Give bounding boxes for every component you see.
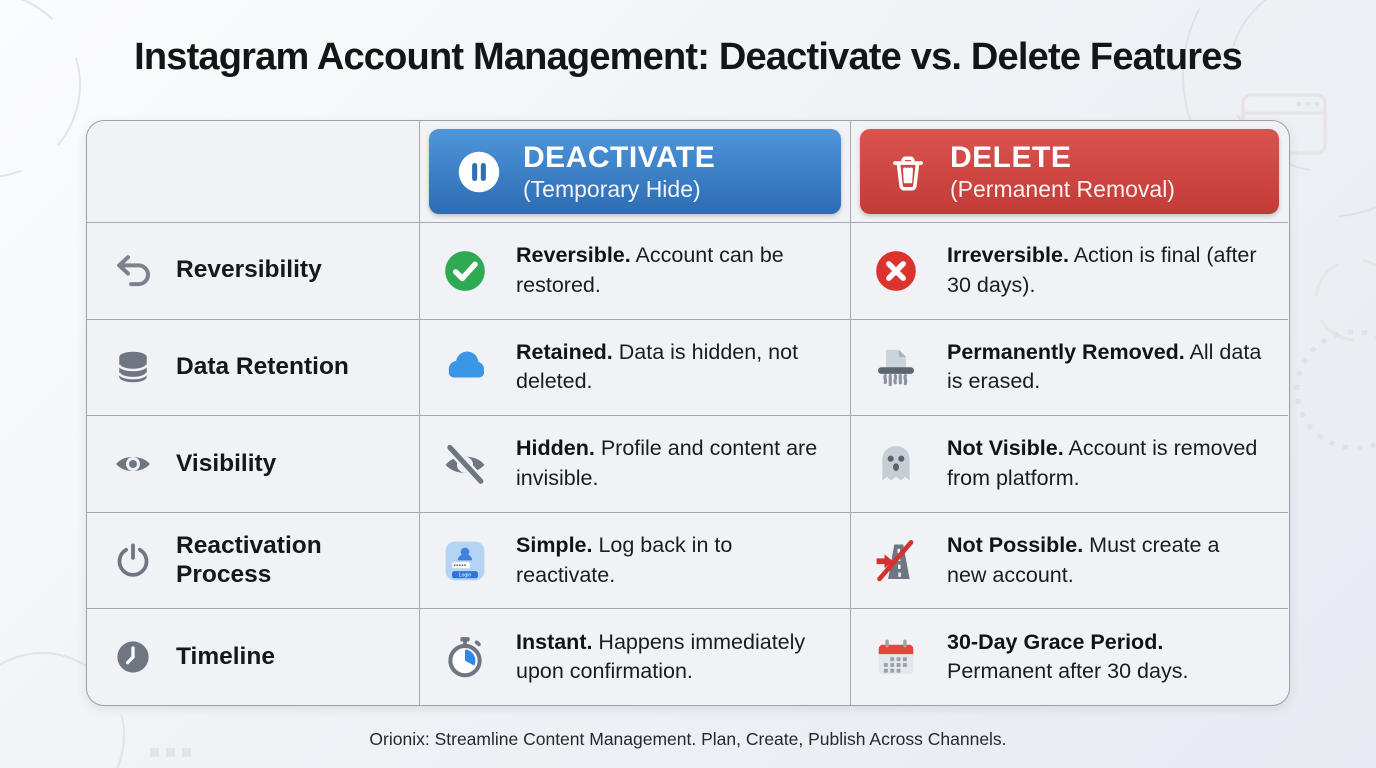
- cell-text-rest: Log back in to reactivate.: [516, 532, 733, 587]
- feature-cell-reversibility: [87, 222, 419, 319]
- cell-text: [947, 531, 1262, 590]
- calendar-icon: [873, 634, 919, 680]
- cell-text-rest: Happens immediately upon confirmation.: [516, 629, 806, 684]
- feature-cell-timeline: [87, 608, 419, 705]
- cell-text: [947, 338, 1262, 397]
- deactivate-cell-reversibility: [419, 222, 850, 319]
- pause-circle-icon: [455, 148, 503, 196]
- feature-cell-reactivation: [87, 512, 419, 609]
- cell-text-bold: Hidden.: [516, 436, 595, 461]
- eye-slash-icon: [442, 441, 488, 487]
- deactivate-cell-data-retention: [419, 319, 850, 416]
- stopwatch-icon: [442, 634, 488, 680]
- deactivate-header-badge: [429, 129, 841, 214]
- delete-header-badge: [860, 129, 1279, 214]
- comparison-table: [86, 120, 1290, 706]
- cloud-icon: [442, 344, 488, 390]
- cell-text-bold: Simple.: [516, 532, 593, 557]
- power-icon: [113, 541, 153, 581]
- cell-text-rest: All data is erased.: [947, 339, 1262, 394]
- cell-text-bold: 30-Day Grace Period.: [947, 629, 1164, 654]
- x-circle-icon: [873, 248, 919, 294]
- feature-cell-data-retention: [87, 319, 419, 416]
- cell-text-rest: Must create a new account.: [947, 532, 1220, 587]
- cell-text-bold: Irreversible.: [947, 243, 1069, 268]
- feature-label: Visibility: [176, 449, 277, 477]
- feature-cell-visibility: [87, 415, 419, 512]
- ghost-icon: [873, 441, 919, 487]
- footer-tagline: Orionix: Streamline Content Management. Plan, Create, Publish Across Channels.: [369, 729, 1007, 749]
- cell-text-rest: Account can be restored.: [516, 243, 784, 297]
- cell-text: [947, 628, 1262, 687]
- cell-text-rest: Permanent after 30 days.: [947, 659, 1189, 684]
- deactivate-cell-reactivation: [419, 512, 850, 609]
- road-blocked-icon: [873, 538, 919, 584]
- cell-text-bold: Permanently Removed.: [947, 339, 1185, 364]
- clock-icon: [113, 637, 153, 677]
- header-empty-cell: [87, 121, 419, 222]
- eye-icon: [113, 444, 153, 484]
- cell-text: [516, 338, 831, 397]
- feature-label: Timeline: [176, 642, 275, 670]
- feature-label: Reversibility: [176, 256, 322, 284]
- cell-text: [947, 434, 1262, 493]
- cell-text-bold: Retained.: [516, 339, 613, 364]
- delete-cell-reversibility: [850, 222, 1288, 319]
- delete-subtitle: (Permanent Removal): [950, 175, 1175, 202]
- cell-text-bold: Not Possible.: [947, 532, 1084, 557]
- cell-text-bold: Instant.: [516, 629, 593, 654]
- check-circle-icon: [442, 248, 488, 294]
- cell-text: [516, 434, 831, 493]
- undo-arrow-icon: [113, 251, 153, 291]
- delete-cell-visibility: [850, 415, 1288, 512]
- deactivate-cell-visibility: [419, 415, 850, 512]
- cell-text-bold: Not Visible.: [947, 436, 1064, 461]
- cell-text-bold: Reversible.: [516, 243, 631, 268]
- cell-text-rest: Profile and content are invisible.: [516, 436, 818, 490]
- cell-text-rest: Action is final (after 30 days).: [947, 243, 1257, 297]
- deactivate-cell-timeline: [419, 608, 850, 705]
- svg-text:Login: Login: [458, 572, 472, 579]
- feature-label: Reactivation Process: [176, 531, 322, 588]
- page-title: Instagram Account Management: Deactivate vs. Delete Features: [134, 36, 1242, 78]
- cell-text-rest: Account is removed from platform.: [947, 436, 1258, 490]
- delete-cell-timeline: [850, 608, 1288, 705]
- header-cell-delete: [850, 121, 1288, 222]
- delete-cell-data-retention: [850, 319, 1288, 416]
- header-cell-deactivate: [419, 121, 850, 222]
- database-icon: [113, 347, 153, 387]
- deactivate-title: DEACTIVATE: [523, 141, 716, 175]
- deactivate-subtitle: (Temporary Hide): [523, 175, 701, 202]
- cell-text: [516, 628, 831, 687]
- cell-text: [516, 241, 831, 300]
- cell-text-rest: Data is hidden, not deleted.: [516, 339, 799, 394]
- login-form-icon: [442, 538, 488, 584]
- delete-cell-reactivation: [850, 512, 1288, 609]
- cell-text: [947, 241, 1262, 300]
- shredder-icon: [873, 344, 919, 390]
- trash-icon: [886, 150, 930, 194]
- cell-text: [516, 531, 831, 590]
- delete-title: DELETE: [950, 141, 1072, 175]
- feature-label: Data Retention: [176, 352, 349, 380]
